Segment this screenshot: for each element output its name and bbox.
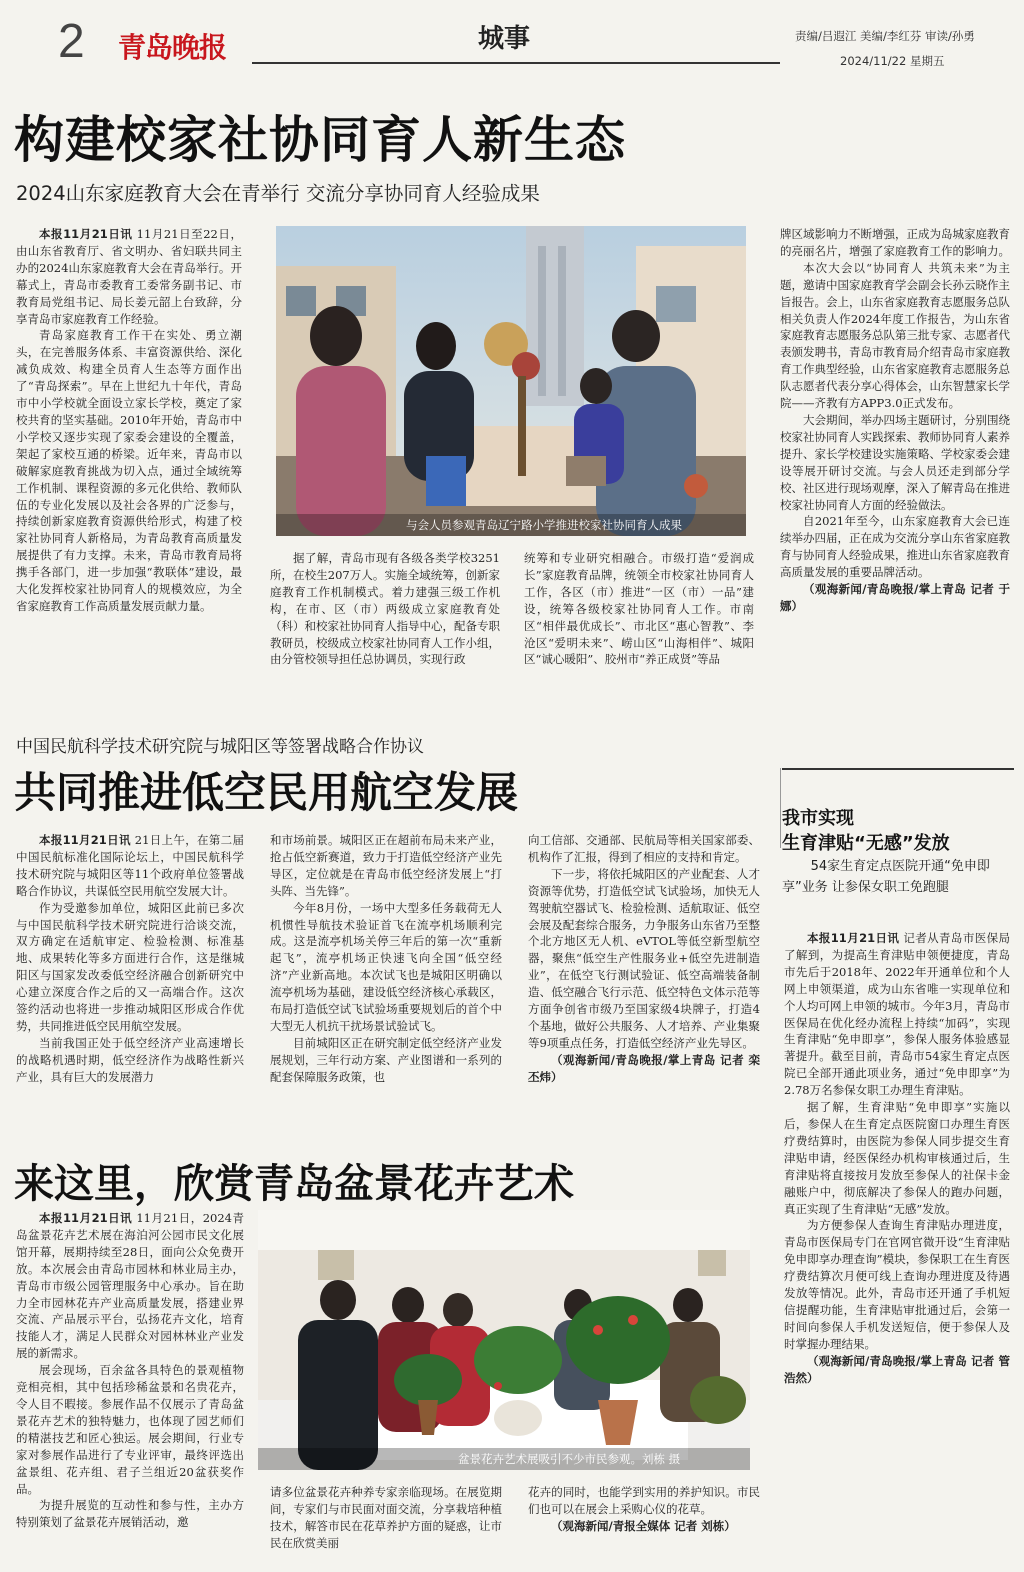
issue-date: 2024/11/22 星期五	[840, 54, 945, 68]
article1-photo-caption: 与会人员参观青岛辽宁路小学推进校家社协同育人成果	[276, 514, 746, 536]
article1-photo	[276, 226, 746, 536]
article2-col1: 本报11月21日讯 21日上午，在第二届中国民航标准化国际论坛上，中国民航科学技术研究院与城阳区等11个政府单位签署战略合作协议，共谋低空民用航空发展大计。 作为受邀参加单位，城阳区此前已多次与中国民航科学技术研究院进行洽谈交流，双方确定在适航审定、检验检测、标准基地、成果转化等多方面进行合作，这是继城阳区与国家发改委低空经济融合创新研究中心建立深度合作之后的又一高端合作。这次签约活动也将进一步推动城阳区形成合作优势，共同推进低空民用航空发展。 当前我国正处于低空经济产业高速增长的战略机遇时期，低空经济作为战略性新兴产业，具有巨大的发展潜力	[16, 833, 244, 1084]
article2-lead: 本报11月21日讯	[39, 833, 131, 847]
editor-credits: 责编/吕遐江 美编/李红芬 审读/孙勇	[795, 29, 975, 43]
article2-headline: 共同推进低空民用航空发展	[14, 768, 519, 817]
sidebar-left-rule	[780, 768, 781, 848]
article4-byline: （观海新闻/青岛晚报/掌上青岛 记者 管浩然）	[784, 1353, 1010, 1385]
article2-byline: （观海新闻/青岛晚报/掌上青岛 记者 栾丕炜）	[528, 1052, 760, 1084]
article1-col4: 牌区域影响力不断增强，正成为岛城家庭教育的亮丽名片，增强了家庭教育工作的影响力。 本次大会以“协同育人 共筑未来”为主题，邀请中国家庭教育学会副会长孙云晓作主旨报告。会上，山东省家庭教育志愿服务总队相关负责人作2024年度工作报告，为山东省家庭教育志愿服务总队第三批专家、志愿者代表颁发聘书，青岛市教育局介绍青岛市家庭教育工作典型经验，山东省家庭教育志愿服务总队志愿者代表分享心得体会，山东智慧家长学院——齐教有方APP3.0正式发布。 大会期间，举办四场主题研讨，分别围绕校家社协同育人实践探索、教师协同育人素养提升、家长学校建设实施策略、学校家委会建设等展开研讨交流。与会人员还走到部分学校、社区进行现场观摩，深入了解青岛在推进校家社协同育人方面的经验做法。 自2021年至今，山东家庭教育大会已连续举办四届，正在成为交流分享山东省家庭教育与协同育人经验成果，推进山东省家庭教育高质量发展的重要品牌活动。 （观海新闻/青岛晚报/掌上青岛 记者 于娜）	[780, 227, 1010, 613]
article4-lead: 本报11月21日讯	[807, 931, 900, 945]
sidebar-top-rule	[782, 768, 1014, 770]
article3-col3: 花卉的同时，也能学到实用的养护知识。市民们也可以在展会上采购心仪的花草。 （观海新闻/青报全媒体 记者 刘栋）	[528, 1485, 760, 1533]
article3-col2: 请多位盆景花卉种养专家亲临现场。在展览期间，专家们与市民面对面交流，分享栽培种植技术，解答市民在花草养护方面的疑惑，让市民在欣赏美丽	[270, 1485, 502, 1550]
newspaper-logo: 青岛晚报	[118, 31, 227, 64]
article4-headline-line1: 我市实现	[782, 808, 854, 829]
article3-byline: （观海新闻/青报全媒体 记者 刘栋）	[551, 1518, 736, 1533]
article1-subheadline: 2024山东家庭教育大会在青举行 交流分享协同育人经验成果	[16, 182, 540, 205]
article4-box	[782, 806, 1012, 898]
masthead-rule	[252, 62, 780, 64]
article1-headline: 构建校家社协同育人新生态	[14, 111, 626, 169]
article3-col1: 本报11月21日讯 11月21日，2024青岛盆景花卉艺术展在海泊河公园市民文化展馆开幕，展期持续至28日，面向公众免费开放。本次展会由青岛市园林和林业局主办，青岛市市级公园管理服务中心承办。旨在助力全市园林花卉产业高质量发展，搭建业界交流、产品展示平台，弘扬花卉文化，培育技能人才，满足人民群众对园林林业产业发展的新需求。 展会现场，百余盆各具特色的景观植物竞相亮相，其中包括珍稀盆景和名贵花卉，令人目不暇接。参展作品不仅展示了青岛盆景花卉艺术的独特魅力，也体现了园艺师们的精湛技艺和匠心独运。展会期间，行业专家对参展作品进行了专业评审，最终评选出盆景组、花卉组、君子兰组近20盆获奖作品。 为提升展览的互动性和参与性，主办方特别策划了盆景花卉展销活动，邀	[16, 1211, 244, 1530]
article4-headline-line2: 生育津贴“无感”发放	[782, 833, 950, 854]
article4-subheadline: 54家生育定点医院开通“免申即享”业务 让参保女职工免跑腿	[782, 859, 990, 895]
article4-body: 本报11月21日讯 记者从青岛市医保局了解到，为提高生育津贴申领便捷度，青岛市先后于2018年、2022年开通单位和个人网上申领渠道，成为山东省唯一实现单位和个人均可网上申领的城市。今年3月，青岛市医保局在优化经办流程上持续“加码”，实现生育津贴“免申即享”，参保人服务体验感显著提升。截至目前，青岛市54家生育定点医院已全部开通此项业务，通过“免申即享”为2.78万名参保女职工办理生育津贴。 据了解，生育津贴“免申即享”实施以后，参保人在生育定点医院窗口办理生育医疗费结算时，由医院为参保人同步提交生育津贴申请，经医保经办机构审核通过后，生育津贴将直接按月发放至参保人的社保卡金融账户中，彻底解决了参保人的跑办问题，真正实现了生育津贴“无感”发放。 为方便参保人查询生育津贴办理进度，青岛市医保局专门在官网官微开设“生育津贴免申即享办理查询”模块，参保职工在生育医疗费结算次月便可线上查询办理进度及待遇发放等情况。此外，青岛市还开通了手机短信提醒功能，生育津贴审批通过后，会第一时间向参保人手机发送短信，便于参保人及时掌握办理结果。 （观海新闻/青岛晚报/掌上青岛 记者 管浩然）	[784, 931, 1010, 1385]
section-title: 城事	[478, 24, 531, 54]
article1-col2: 据了解，青岛市现有各级各类学校3251所，在校生207万人。实施全域统筹，创新家庭教育工作机制模式。着力建强三级工作机构，在市、区（市）两级成立家庭教育处（科）和校家社协同育人指导中心，配备专职教研员，校级成立校家社协同育人工作小组，由分管校领导担任总协调员，实现行政	[270, 551, 500, 667]
article1-col1: 本报11月21日讯 11月21日至22日，由山东省教育厅、省文明办、省妇联共同主办的2024山东家庭教育大会在青岛举行。开幕式上，青岛市委教育工委常务副书记、市教育局党组书记、局长姜元韶上台致辞，分享青岛市家庭教育工作经验。 青岛家庭教育工作干在实处、勇立潮头，在完善服务体系、丰富资源供给、深化减负成效、构建全员育人生态等方面作出了“青岛探索”。早在上世纪九十年代，青岛市中小学校就全面设立家长学校，奠定了家校共育的坚实基础。2010年开始，青岛市中小学校又逐步实现了家委会建设的全覆盖，架起了家校互通的桥梁。近年来，青岛市以破解家庭教育挑战为切入点，通过全域统筹工作机制、课程资源的多元化供给、教师队伍的专业化发展以及社会各界的广泛参与，持续创新家庭教育资源供给形式，构建了校家社协同育人新格局，为青岛教育高质量发展提供了有力支撑。未来，青岛市教育局将携手各部门，进一步加强“教联体”建设，最大化发挥校家社协同育人的规模效应，为全省家庭教育工作高质量发展贡献力量。	[16, 227, 242, 613]
article3-lead: 本报11月21日讯	[39, 1211, 133, 1225]
article3-photo-caption: 盆景花卉艺术展吸引不少市民参观。刘栋 摄	[258, 1448, 750, 1470]
school-event-photo	[276, 226, 746, 536]
bonsai-exhibition-photo	[258, 1210, 750, 1470]
article2-col2: 和市场前景。城阳区正在超前布局未来产业，抢占低空新赛道，致力于打造低空经济产业先导区，定位就是在青岛市低空经济发展上“打头阵、当先锋”。 今年8月份，一场中大型多任务载荷无人机惯性导航技术验证首飞在流亭机场顺利完成。这是流亭机场关停三年后的第一次“重新起飞”，流亭机场正快速飞向全国“低空经济”产业新高地。本次试飞也是城阳区明确以流亭机场为基础，建设低空经济核心承载区，布局打造低空试飞试验场重要规划后的首个中大型无人机抗干扰场景试验试飞。 目前城阳区正在研究制定低空经济产业发展规划，三年行动方案、产业图谱和一系列的配套保障服务政策，也	[270, 833, 502, 1084]
article1-byline: （观海新闻/青岛晚报/掌上青岛 记者 于娜）	[780, 582, 1010, 613]
page-number: 2	[58, 15, 85, 68]
article3-photo	[258, 1210, 750, 1470]
article3-headline: 来这里，欣赏青岛盆景花卉艺术	[14, 1161, 574, 1207]
article2-kicker: 中国民航科学技术研究院与城阳区等签署战略合作协议	[16, 737, 424, 757]
article1-col3: 统筹和专业研究相融合。市级打造“爱润成长”家庭教育品牌，统领全市校家社协同育人工作，各区（市）推进“一区（市）一品”建设，统筹各级校家社协同育人工作。市南区“相伴最优成长”、市北区“惠心智教”、李沧区“爱明未来”、崂山区“山海相伴”、城阳区“诚心暖阳”、胶州市“养正成贤”等品	[524, 551, 754, 667]
article2-col3: 向工信部、交通部、民航局等相关国家部委、机构作了汇报，得到了相应的支持和肯定。 下一步，将依托城阳区的产业配套、人才资源等优势，打造低空试飞试验场，加快无人驾驶航空器试飞、检验检测、适航取证、低空会展及配套综合服务，力争服务山东省乃至整个北方地区无人机、eVTOL等低空新型航空器，聚焦“低空生产性服务业+低空先进制造业”，在低空飞行测试验证、低空高端装备制造、低空融合飞行示范、低空特色文体示范等方面争创省市级乃至国家级4块牌子，打造4个基地，做好公共服务、人才培养、产业集聚等9项重点任务，打造低空经济产业先导区。 （观海新闻/青岛晚报/掌上青岛 记者 栾丕炜）	[528, 833, 760, 1084]
article1-lead: 本报11月21日讯	[39, 227, 133, 241]
